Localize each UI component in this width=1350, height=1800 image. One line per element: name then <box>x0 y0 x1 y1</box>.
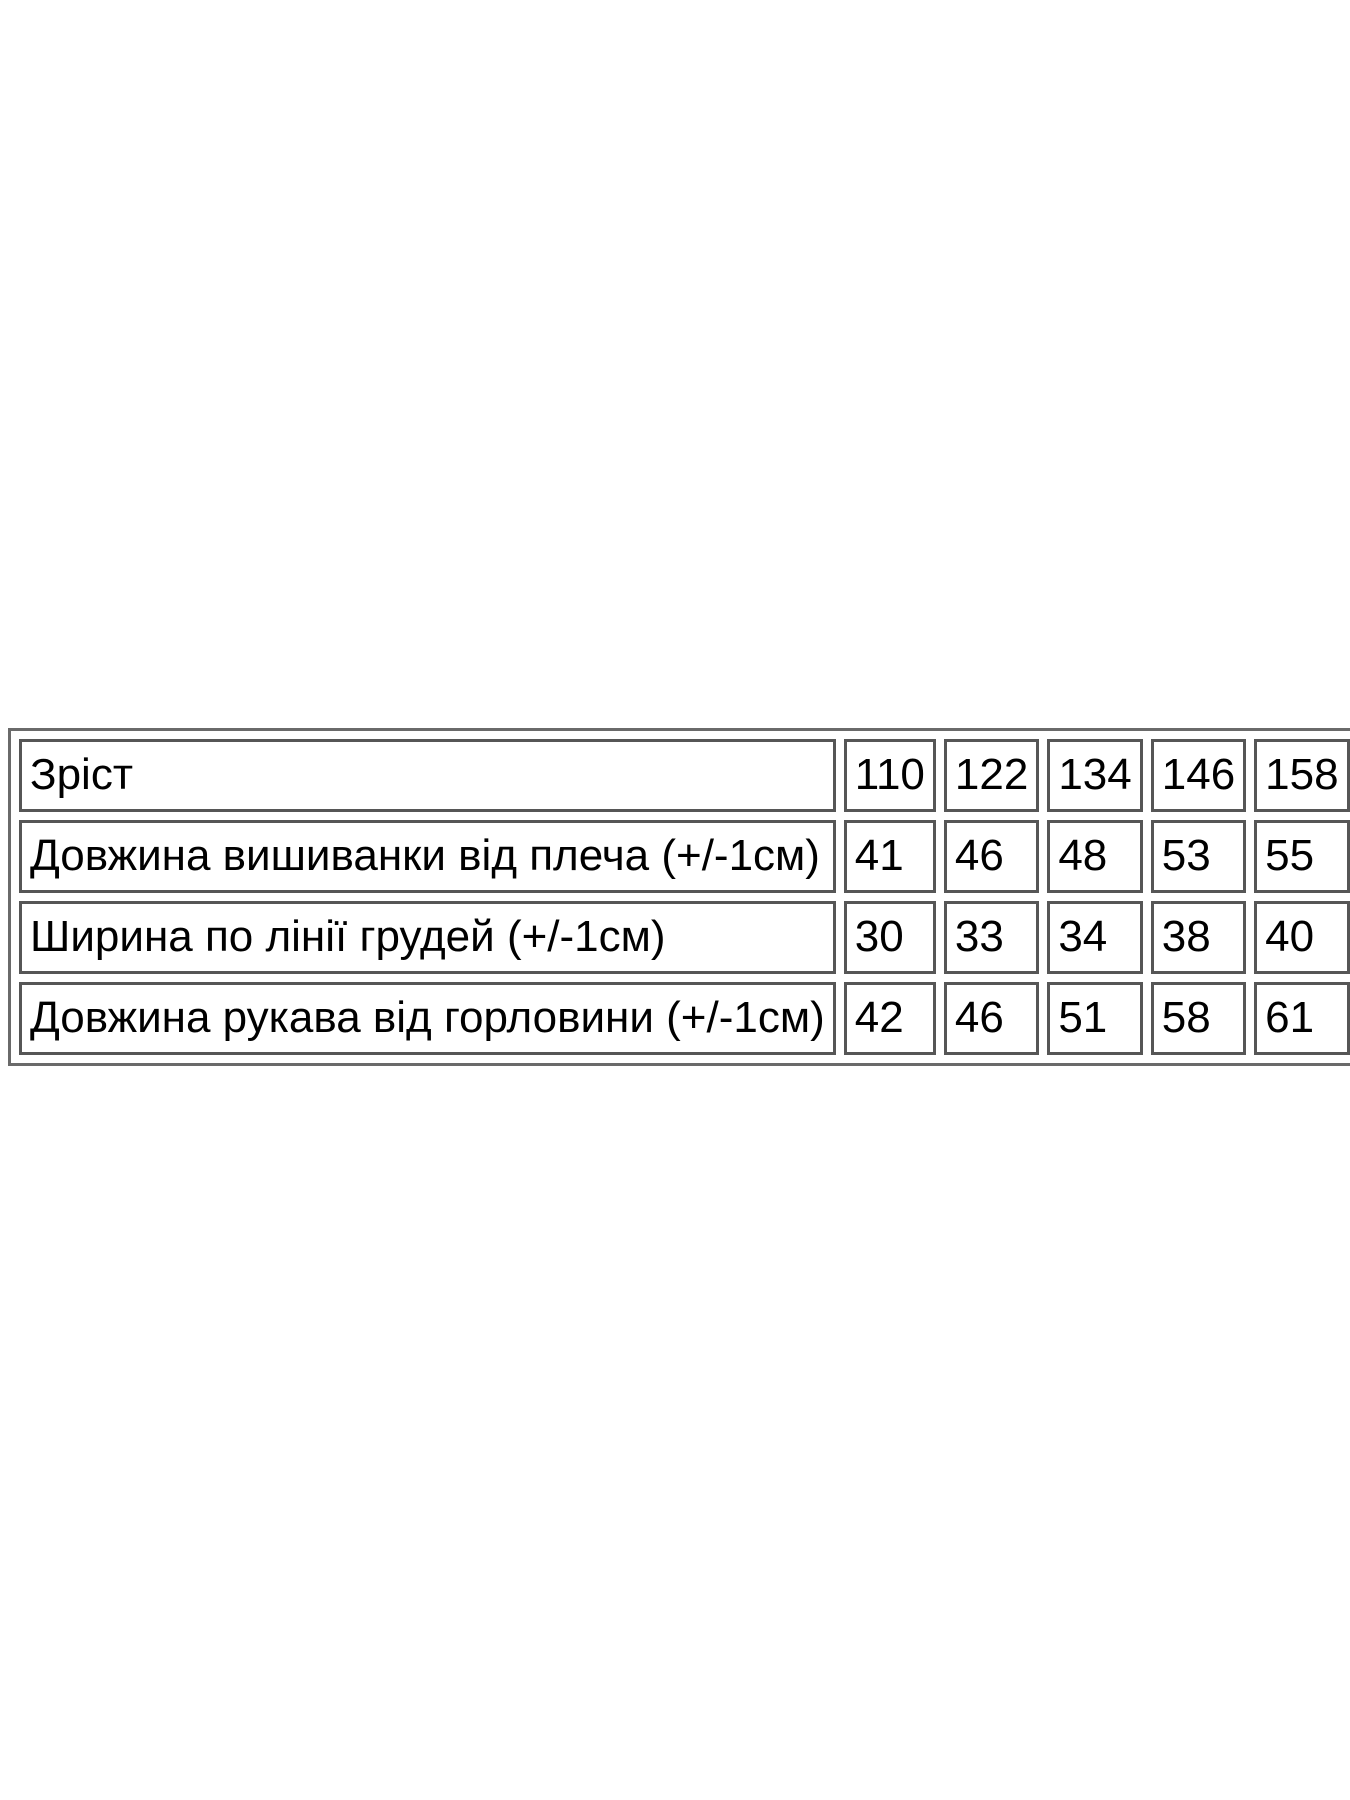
row-label-cell: Ширина по лінії грудей (+/-1см) <box>19 901 836 974</box>
header-size-cell: 158 <box>1254 739 1349 812</box>
header-label-cell: Зріст <box>19 739 836 812</box>
header-size-cell: 146 <box>1151 739 1246 812</box>
value-cell: 55 <box>1254 820 1349 893</box>
table-row-shirt-length <box>19 820 1350 893</box>
row-label-cell: Довжина рукава від горловини (+/-1см) <box>19 982 836 1055</box>
value-cell: 48 <box>1047 820 1142 893</box>
value-cell: 46 <box>944 982 1039 1055</box>
value-cell: 53 <box>1151 820 1246 893</box>
size-chart-table <box>8 728 1350 1066</box>
header-size-cell: 122 <box>944 739 1039 812</box>
row-label-cell: Довжина вишиванки від плеча (+/-1см) <box>19 820 836 893</box>
value-cell: 30 <box>844 901 936 974</box>
value-cell: 34 <box>1047 901 1142 974</box>
table-row-header <box>19 739 1350 812</box>
value-cell: 51 <box>1047 982 1142 1055</box>
table-row-chest-width <box>19 901 1350 974</box>
value-cell: 42 <box>844 982 936 1055</box>
value-cell: 40 <box>1254 901 1349 974</box>
value-cell: 41 <box>844 820 936 893</box>
value-cell: 38 <box>1151 901 1246 974</box>
value-cell: 58 <box>1151 982 1246 1055</box>
value-cell: 46 <box>944 820 1039 893</box>
table-row-sleeve-length <box>19 982 1350 1055</box>
header-size-cell: 134 <box>1047 739 1142 812</box>
value-cell: 61 <box>1254 982 1349 1055</box>
value-cell: 33 <box>944 901 1039 974</box>
header-size-cell: 110 <box>844 739 936 812</box>
